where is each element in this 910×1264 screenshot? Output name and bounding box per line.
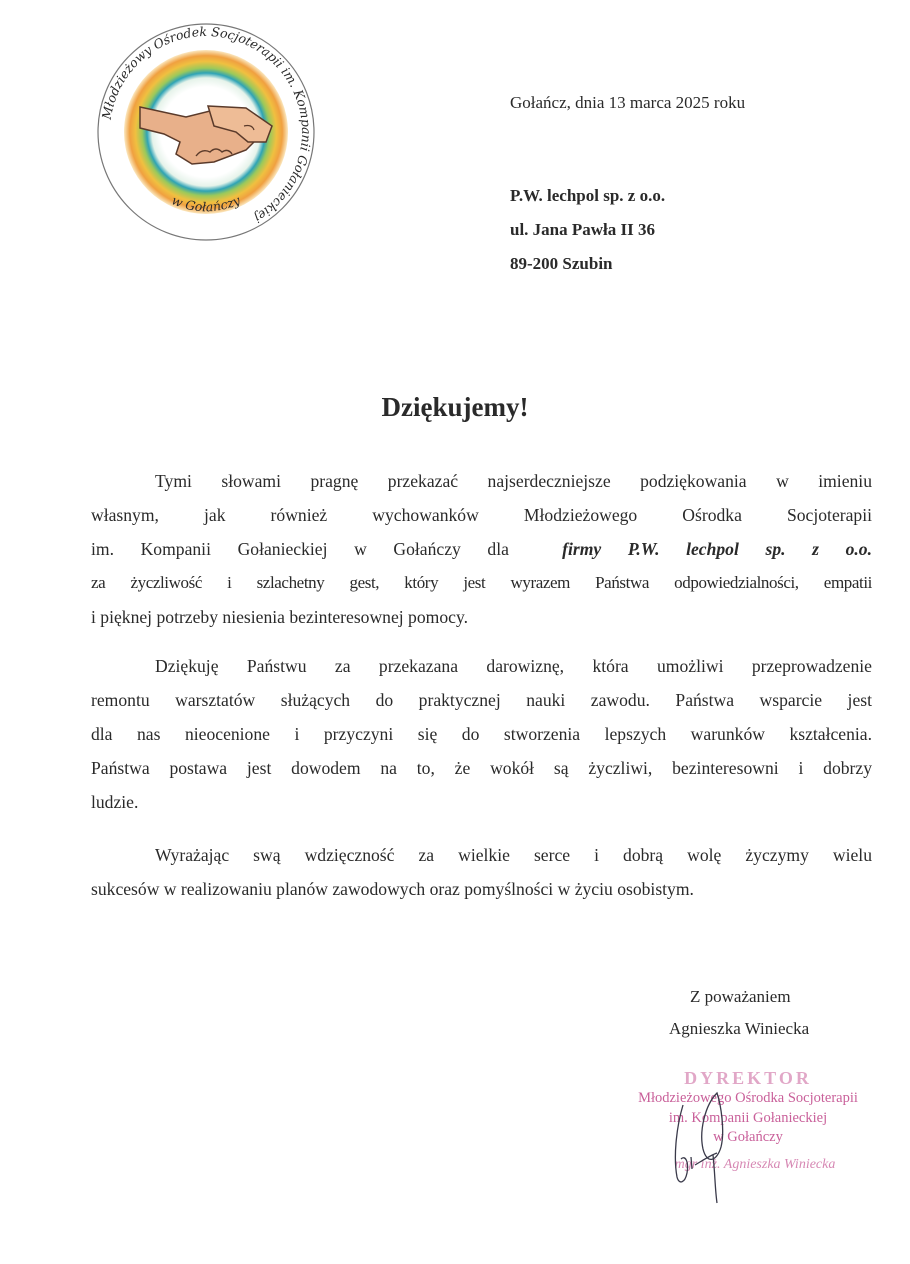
stamp-line-1: Młodzieżowego Ośrodka Socjoterapii: [638, 1090, 858, 1106]
paragraph-3-line-2: sukcesów w realizowaniu planów zawodowych oraz pomyślności w życiu osobistym.: [91, 879, 694, 899]
paragraph-2-line-2: remontu warsztatów służących do praktycznej nauki zawodu. Państwa wsparcie jest: [91, 690, 872, 710]
handwritten-signature: [655, 1085, 745, 1205]
recipient-city: 89-200 Szubin: [510, 254, 613, 273]
letter-title: Dziękujemy!: [381, 392, 529, 422]
signer-name: Agnieszka Winiecka: [669, 1019, 810, 1038]
paragraph-2-line-5: ludzie.: [91, 792, 139, 812]
paragraph-3-line-1: Wyrażając swą wdzięczność za wielkie serce i dobrą wolę życzymy wielu: [155, 845, 872, 865]
paragraph-1-line-1: Tymi słowami pragnę przekazać najserdeczniejsze podziękowania w imieniu: [155, 471, 872, 491]
recipient-name: P.W. lechpol sp. z o.o.: [510, 186, 666, 205]
stamp-heading: DYREKTOR: [684, 1068, 812, 1088]
stamp-signer-name: mgr inż. Agnieszka Winiecka: [674, 1157, 836, 1172]
paragraph-1-line-4: za życzliwość i szlachetny gest, który jest wyrazem Państwa odpowiedzialności, empatii: [91, 573, 872, 592]
logo-bottom-text: w Gołańczy: [169, 192, 243, 215]
stamp-line-3: w Gołańczy: [713, 1129, 783, 1145]
paragraph-1-line-3-text: im. Kompanii Gołanieckiej w Gołańczy dla: [91, 539, 509, 559]
paragraph-1-line-3: [91, 538, 872, 560]
letter-date: Gołańcz, dnia 13 marca 2025 roku: [510, 93, 746, 112]
company-name-emphasis: firmy P.W. lechpol sp. z o.o.: [562, 539, 872, 559]
paragraph-2-line-1: Dziękuję Państwu za przekazana darowiznę, która umożliwi przeprowadzenie: [155, 656, 872, 676]
recipient-street: ul. Jana Pawła II 36: [510, 220, 655, 239]
logo-ring-text: Młodzieżowy Ośrodek Socjoterapii im. Kompanii Gołanieckiej: [98, 23, 315, 226]
paragraph-2-line-3: dla nas nieocenione i przyczyni się do stworzenia lepszych warunków kształcenia.: [91, 724, 872, 744]
stamp-line-2: im. Kompanii Gołanieckiej: [668, 1110, 828, 1126]
paragraph-2-line-4: Państwa postawa jest dowodem na to, że wokół są życzliwi, bezinteresowni i dobrzy: [91, 758, 872, 778]
paragraph-1-line-5: i pięknej potrzeby niesienia bezinteresownej pomocy.: [91, 607, 468, 627]
closing-salutation: Z poważaniem: [690, 987, 791, 1006]
institution-logo: [96, 22, 316, 242]
paragraph-1-line-2: własnym, jak również wychowanków Młodzieżowego Ośrodka Socjoterapii: [91, 505, 872, 525]
